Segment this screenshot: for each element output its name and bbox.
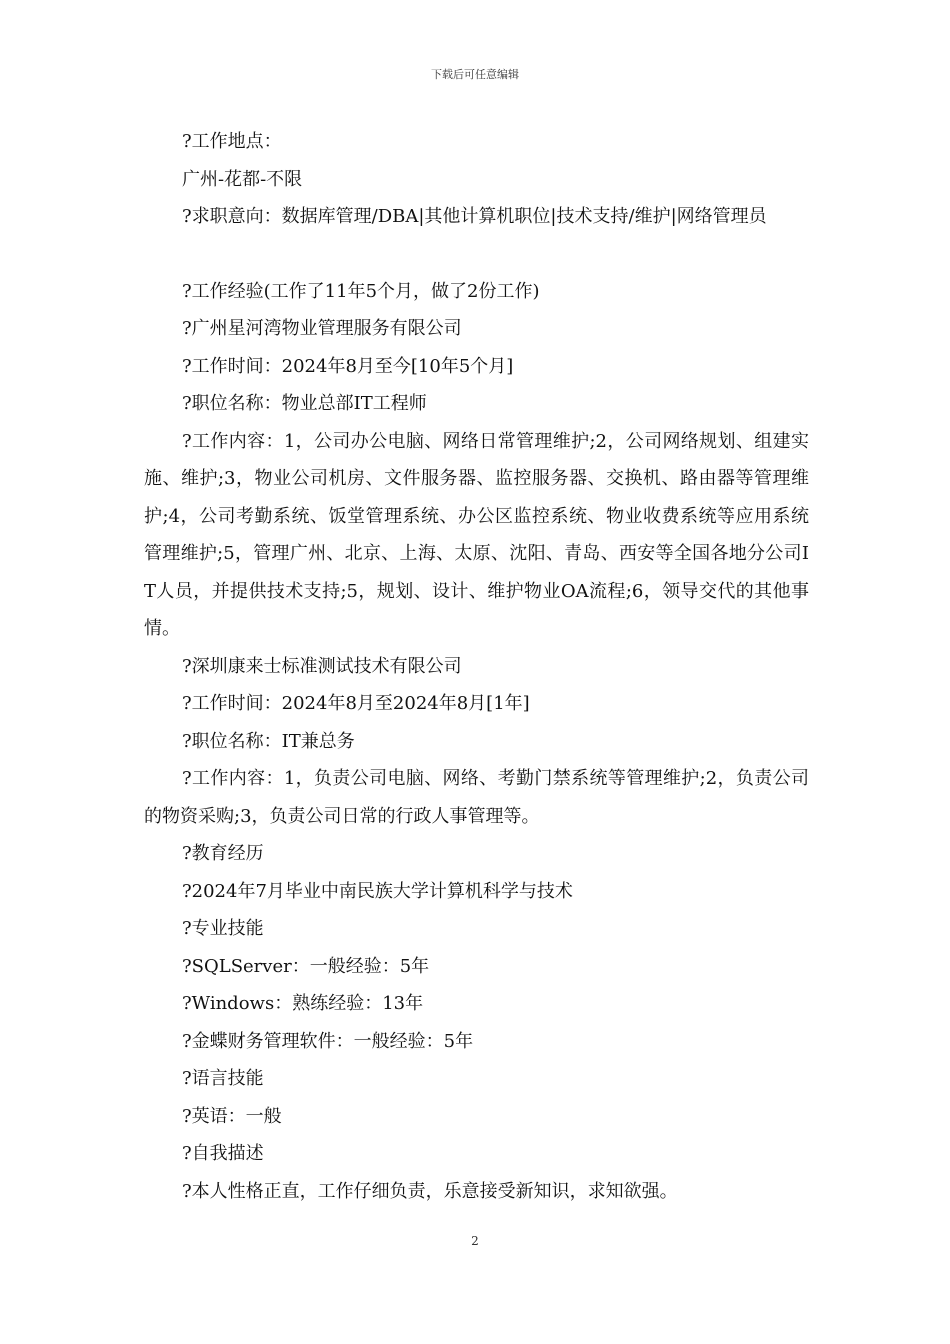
job-description: ?工作内容：1，公司办公电脑、网络日常管理维护;2，公司网络规划、组建实施、维护;3，物业公司机房、文件服务器、监控服务器、交换机、路由器等管理维护;4，公司考勤系统、饭堂管理系统、办公区监控系统、物业收费系统等应用系统管理维护;5，管理广州、北京、上海、太原、沈阳、青岛、西安等全国各地分公司IT人员，并提供技术支持;5，规划、设计、维护物业OA流程;6，领导交代的其他事情。 xyxy=(144,430,809,639)
self-description-heading: ?自我描述 xyxy=(182,1143,264,1164)
education-entry: ?2024年7月毕业中南民族大学计算机科学与技术 xyxy=(182,880,573,902)
skill-entry: ?金蝶财务管理软件：一般经验：5年 xyxy=(182,1030,474,1052)
work-location-value: 广州-花都-不限 xyxy=(182,168,303,190)
work-period: ?工作时间：2024年8月至今[10年5个月] xyxy=(182,355,514,377)
self-description-text: ?本人性格正直，工作仔细负责，乐意接受新知识，求知欲强。 xyxy=(182,1180,678,1202)
blank-line xyxy=(144,236,809,273)
document-body xyxy=(144,123,809,1210)
job-title: ?职位名称：物业总部IT工程师 xyxy=(182,393,427,414)
skill-entry: ?SQLServer：一般经验：5年 xyxy=(182,955,430,977)
work-experience-heading: ?工作经验(工作了11年5个月，做了2份工作) xyxy=(182,280,540,302)
company-name: ?广州星河湾物业管理服务有限公司 xyxy=(182,318,462,339)
page-header: 下载后可任意编辑 xyxy=(431,68,519,81)
education-heading: ?教育经历 xyxy=(182,843,264,864)
job-title: ?职位名称：IT兼总务 xyxy=(182,730,355,752)
language-skill-entry: ?英语：一般 xyxy=(182,1105,282,1127)
work-period: ?工作时间：2024年8月至2024年8月[1年] xyxy=(182,693,530,714)
page-number: 2 xyxy=(471,1234,479,1248)
work-location-label: ?工作地点： xyxy=(182,131,282,152)
job-description: ?工作内容：1，负责公司电脑、网络、考勤门禁系统等管理维护;2，负责公司的物资采购;3，负责公司日常的行政人事管理等。 xyxy=(144,768,809,827)
company-name: ?深圳康来士标准测试技术有限公司 xyxy=(182,655,462,677)
skills-heading: ?专业技能 xyxy=(182,918,264,939)
job-intention: ?求职意向：数据库管理/DBA|其他计算机职位|技术支持/维护|网络管理员 xyxy=(182,206,767,227)
language-skills-heading: ?语言技能 xyxy=(182,1068,264,1089)
skill-entry: ?Windows：熟练经验：13年 xyxy=(182,993,424,1014)
